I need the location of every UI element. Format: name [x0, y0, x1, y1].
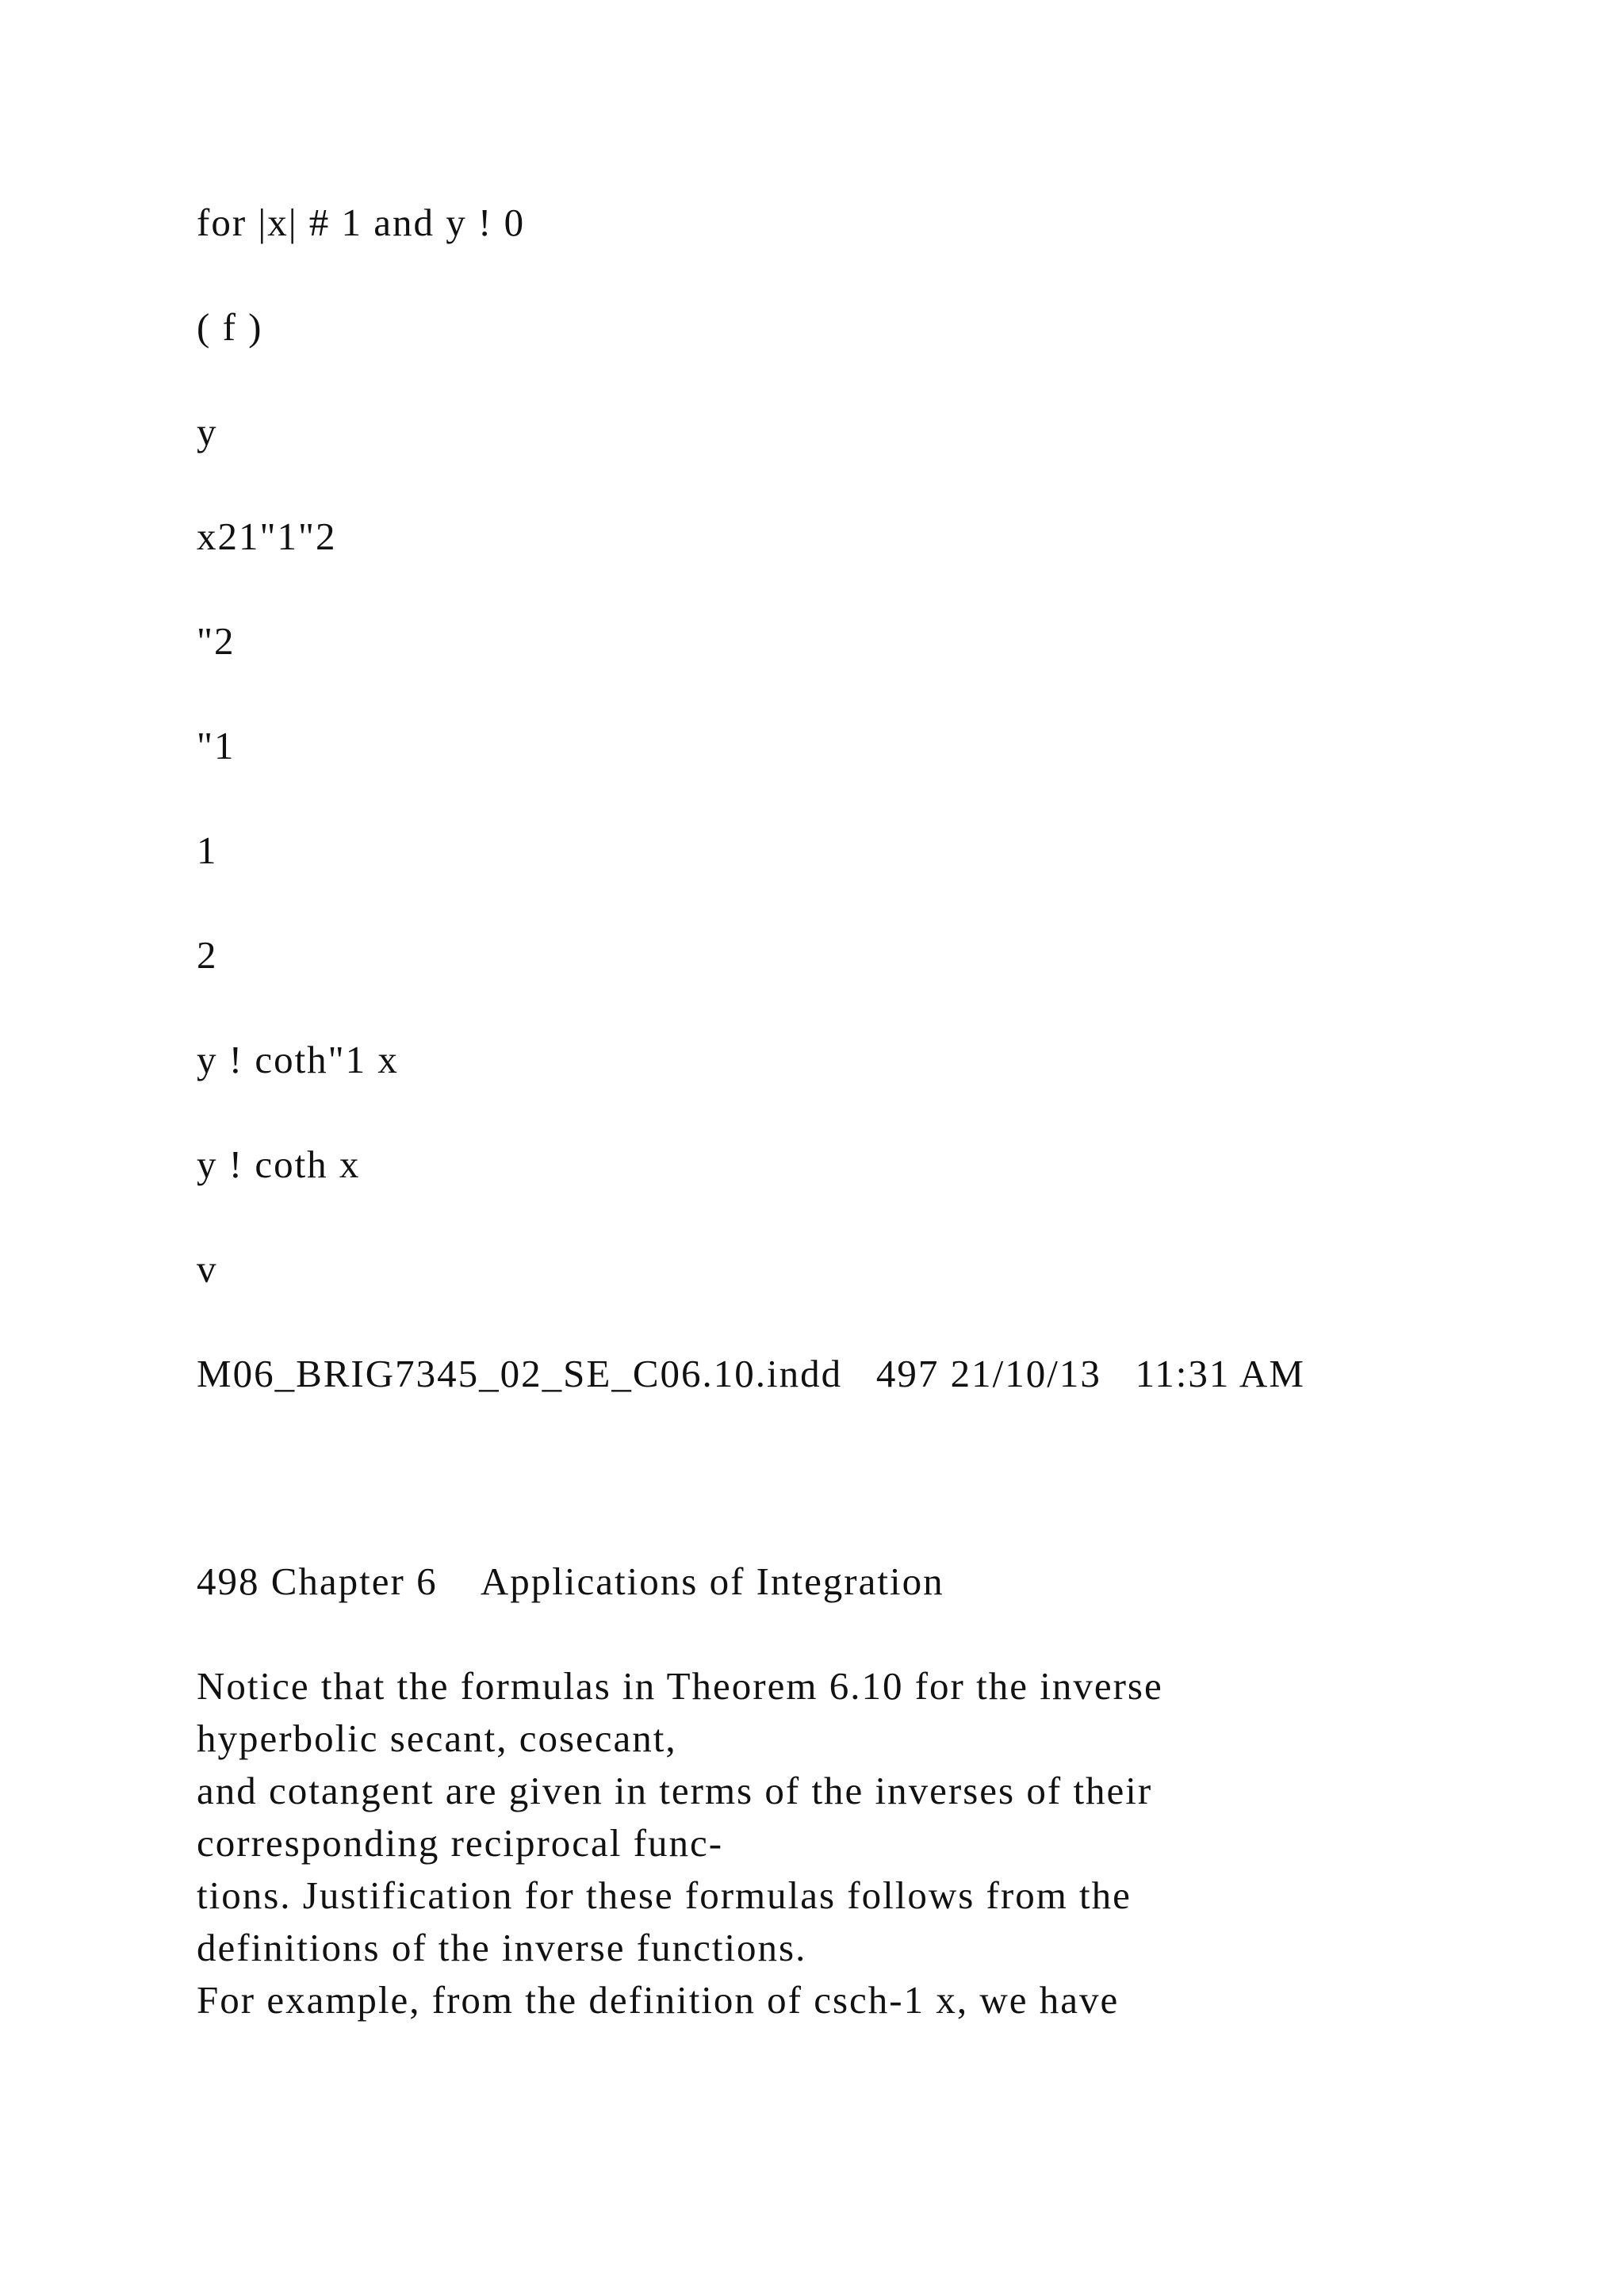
paragraph-line: definitions of the inverse functions. — [197, 1926, 807, 1969]
tick-label: 2 — [197, 933, 218, 977]
curve-label-inverse-coth: y ! coth"1 x — [197, 1038, 399, 1081]
curve-label-coth: y ! coth x — [197, 1142, 361, 1186]
figure-label: ( f ) — [197, 305, 263, 349]
paragraph-line: corresponding reciprocal func- — [197, 1821, 724, 1865]
tick-label: "2 — [197, 619, 236, 663]
paragraph-line: hyperbolic secant, cosecant, — [197, 1716, 677, 1760]
paragraph-line: For example, from the definition of csch-1 x, we have — [197, 1978, 1120, 2022]
stray-glyph: v — [197, 1247, 218, 1291]
tick-label: 1 — [197, 828, 218, 872]
running-header: 498 Chapter 6 Applications of Integration — [197, 1559, 944, 1603]
axis-ticks-x: x21"1"2 — [197, 515, 337, 558]
condition-text: for |x| # 1 and y ! 0 — [197, 201, 526, 244]
tick-label: "1 — [197, 724, 236, 767]
paragraph-line: Notice that the formulas in Theorem 6.10 for the inverse — [197, 1664, 1163, 1708]
paragraph-line: tions. Justification for these formulas follows from the — [197, 1873, 1132, 1917]
axis-label-y: y — [197, 410, 218, 453]
paragraph-line: and cotangent are given in terms of the inverses of their — [197, 1769, 1153, 1812]
body-paragraph — [197, 1660, 1545, 2026]
file-footer: M06_BRIG7345_02_SE_C06.10.indd 497 21/10/13 11:31 AM — [197, 1352, 1305, 1395]
